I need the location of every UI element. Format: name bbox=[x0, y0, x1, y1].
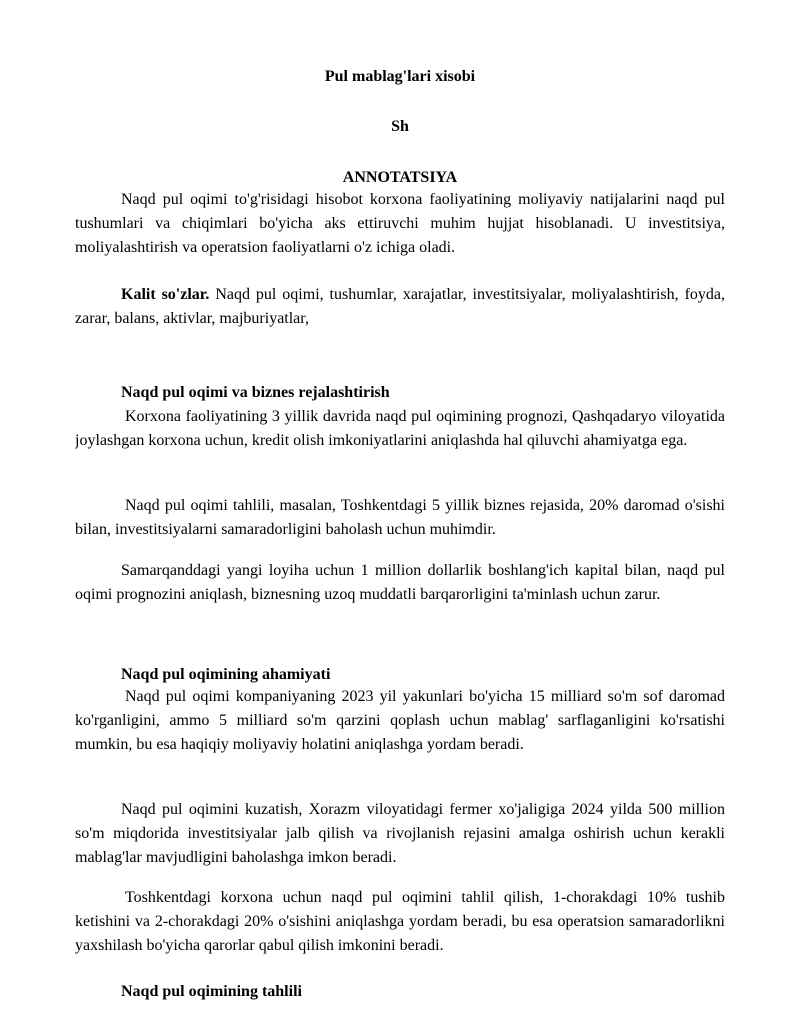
section-2-paragraph-1: Naqd pul oqimi kompaniyaning 2023 yil yakunlari bo'yicha 15 milliard so'm sof daromad ko'rganligini, ammo 5 milliard so'm qarzini qoplash uchun mablag' sarflaganligini ko'rsatishi mumkin, bu esa haqiqiy moliyaviy holatini aniqlashga yordam beradi. bbox=[75, 688, 725, 753]
section-1-paragraph-3: Samarqanddagi yangi loyiha uchun 1 million dollarlik boshlang'ich kapital bilan, naqd pul oqimi prognozini aniqlash, biznesning uzoq muddatli barqarorligini ta'minlash uchun zarur. bbox=[75, 562, 725, 603]
document-page bbox=[75, 0, 725, 1035]
keywords-paragraph bbox=[75, 283, 725, 331]
section-heading-analysis: Naqd pul oqimining tahlili bbox=[121, 983, 302, 1000]
section-heading-importance: Naqd pul oqimining ahamiyati bbox=[121, 666, 331, 683]
section-2-paragraph-3: Toshkentdagi korxona uchun naqd pul oqimini tahlil qilish, 1-chorakdagi 10% tushib ketishini va 2-chorakdagi 20% o'sishini aniqlashga yordam beradi, bu esa operatsion samaradorlikni yaxshilash bo'yicha qarorlar qabul qilish imkonini beradi. bbox=[75, 889, 725, 954]
section-1-paragraph-1: Korxona faoliyatining 3 yillik davrida naqd pul oqimining prognozi, Qashqadaryo viloyatida joylashgan korxona uchun, kredit olish imkoniyatlarini aniqlashda hal qiluvchi ahamiyatga ega. bbox=[75, 408, 725, 449]
annotation-paragraph: Naqd pul oqimi to'g'risidagi hisobot korxona faoliyatining moliyaviy natijalarini naqd pul tushumlari va chiqimlari bo'yicha aks ettiruvchi muhim hujjat hisoblanadi. U investitsiya, moliyalashtirish va operatsion faoliyatlarni o'z ichiga oladi. bbox=[75, 191, 725, 256]
document-author: Sh bbox=[391, 118, 409, 135]
keywords-list: Naqd pul oqimi, tushumlar, xarajatlar, investitsiyalar, moliyalashtirish, foyda, zarar, balans, aktivlar, majburiyatlar, bbox=[75, 286, 725, 327]
section-2-paragraph-2: Naqd pul oqimini kuzatish, Xorazm viloyatidagi fermer xo'jaligiga 2024 yilda 500 million so'm miqdorida investitsiyalar jalb qilish va rivojlanish rejasini amalga oshirish uchun kerakli mablag'lar mavjudligini baholashga imkon beradi. bbox=[75, 801, 725, 866]
section-heading-business-planning: Naqd pul oqimi va biznes rejalashtirish bbox=[121, 384, 390, 401]
keywords-label: Kalit so'zlar. bbox=[121, 286, 210, 303]
document-title: Pul mablag'lari xisobi bbox=[324, 68, 476, 85]
section-1-paragraph-2: Naqd pul oqimi tahlili, masalan, Toshkentdagi 5 yillik biznes rejasida, 20% daromad o'sishi bilan, investitsiyalarni samaradorligini baholash uchun muhimdir. bbox=[75, 497, 725, 538]
annotation-heading: ANNOTATSIYA bbox=[342, 169, 458, 186]
